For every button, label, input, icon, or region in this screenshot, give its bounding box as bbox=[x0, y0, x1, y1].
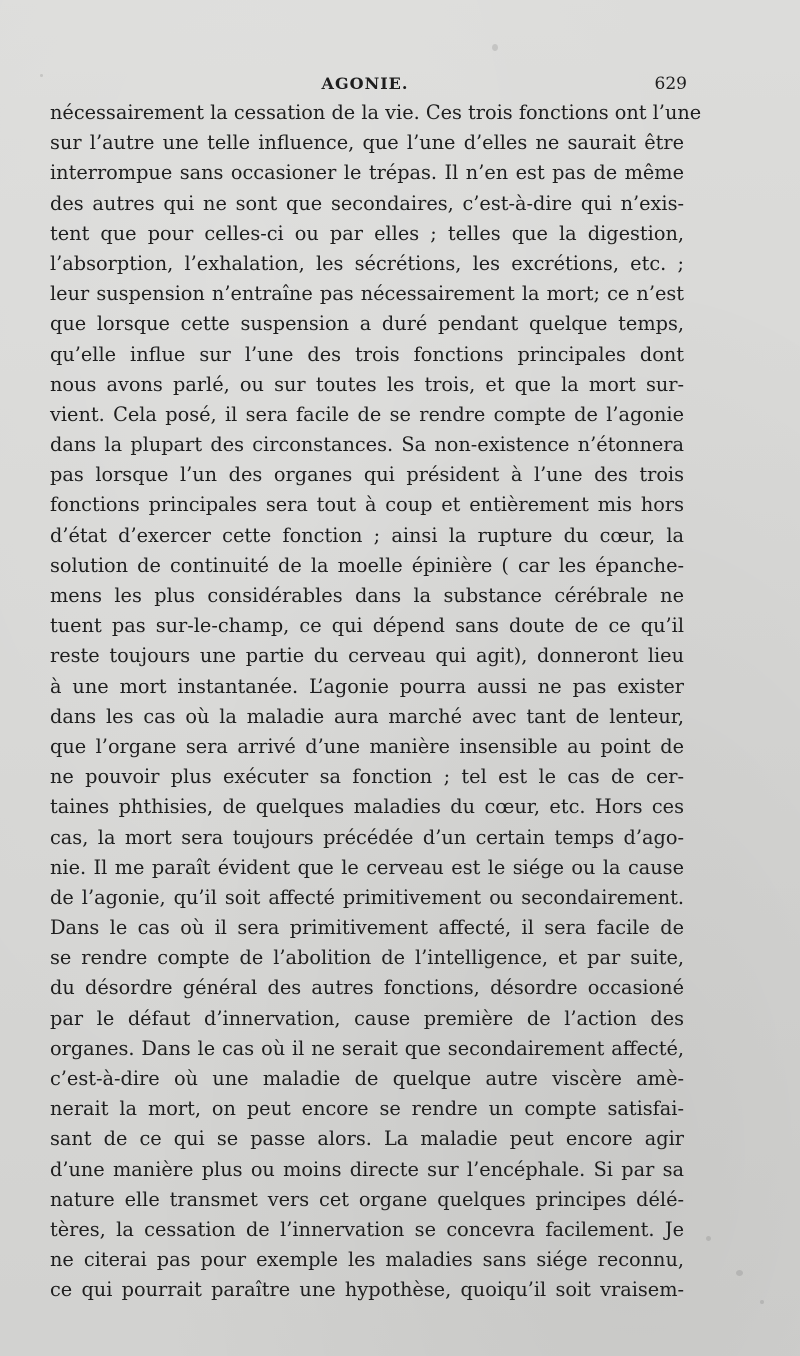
text-line: l’absorption, l’exhalation, les sécrétions, les excrétions, etc. ; bbox=[50, 251, 684, 275]
text-line: cas, la mort sera toujours précédée d’un certain temps d’ago- bbox=[50, 825, 684, 849]
text-line: mens les plus considérables dans la substance cérébrale ne bbox=[50, 584, 684, 607]
text-line: d’une manière plus ou moins directe sur l’encéphale. Si par sa bbox=[50, 1157, 684, 1181]
text-line: ne citerai pas pour exemple les maladies sans siége reconnu, bbox=[50, 1248, 684, 1272]
text-line: qu’elle influe sur l’une des trois fonctions principales dont bbox=[50, 342, 684, 366]
text-line: que l’organe sera arrivé d’une manière insensible au point de bbox=[50, 734, 684, 758]
running-title: AGONIE. bbox=[321, 74, 409, 93]
text-line: reste toujours une partie du cerveau qui agit), donneront lieu bbox=[50, 644, 684, 668]
body-text bbox=[50, 98, 702, 1306]
text-line: taines phthisies, de quelques maladies du cœur, etc. Hors ces bbox=[50, 795, 684, 819]
text-line: tères, la cessation de l’innervation se concevra facilement. Je bbox=[50, 1217, 684, 1241]
text-line: que lorsque cette suspension a duré pendant quelque temps, bbox=[50, 312, 684, 336]
text-line: fonctions principales sera tout à coup et entièrement mis hors bbox=[50, 493, 684, 517]
text-line: tent que pour celles-ci ou par elles ; telles que la digestion, bbox=[50, 221, 684, 245]
text-line: par le défaut d’innervation, cause première de l’action des bbox=[50, 1006, 684, 1030]
text-line: interrompue sans occasioner le trépas. Il n’en est pas de même bbox=[50, 161, 684, 185]
text-line: dans la plupart des circonstances. Sa non-existence n’étonnera bbox=[50, 433, 684, 457]
text-line: vient. Cela posé, il sera facile de se rendre compte de l’agonie bbox=[50, 402, 684, 426]
text-line: organes. Dans le cas où il ne serait que secondairement affecté, bbox=[50, 1036, 684, 1060]
paper-speck bbox=[760, 1300, 764, 1304]
text-line: ce qui pourrait paraître une hypothèse, quoiqu’il soit vraisem- bbox=[50, 1278, 684, 1302]
paper-speck bbox=[736, 1270, 743, 1276]
page-header bbox=[0, 64, 800, 94]
text-line: de l’agonie, qu’il soit affecté primitivement ou secondairement. bbox=[50, 885, 684, 909]
paper-speck bbox=[40, 74, 43, 77]
text-line: d’état d’exercer cette fonction ; ainsi la rupture du cœur, la bbox=[50, 523, 684, 547]
text-line: des autres qui ne sont que secondaires, c’est-à-dire qui n’exis- bbox=[50, 191, 684, 215]
text-line: tuent pas sur-le-champ, ce qui dépend sans doute de ce qu’il bbox=[50, 614, 684, 638]
text-line: nous avons parlé, ou sur toutes les trois, et que la mort sur- bbox=[50, 372, 684, 396]
text-line: c’est-à-dire où une maladie de quelque autre viscère amè- bbox=[50, 1067, 684, 1090]
text-line: dans les cas où la maladie aura marché avec tant de lenteur, bbox=[50, 704, 684, 728]
text-line: ne pouvoir plus exécuter sa fonction ; tel est le cas de cer- bbox=[50, 765, 684, 789]
text-line: se rendre compte de l’abolition de l’intelligence, et par suite, bbox=[50, 946, 684, 970]
text-line: nie. Il me paraît évident que le cerveau est le siége ou la cause bbox=[50, 855, 684, 879]
text-line: à une mort instantanée. L’agonie pourra aussi ne pas exister bbox=[50, 674, 684, 698]
text-line: sur l’autre une telle influence, que l’une d’elles ne saurait être bbox=[50, 131, 684, 155]
text-line: pas lorsque l’un des organes qui président à l’une des trois bbox=[50, 463, 684, 487]
text-line: Dans le cas où il sera primitivement affecté, il sera facile de bbox=[50, 916, 684, 940]
text-line: leur suspension n’entraîne pas nécessairement la mort; ce n’est bbox=[50, 282, 684, 306]
text-line: solution de continuité de la moelle épinière ( car les épanche- bbox=[50, 553, 684, 577]
text-line: nature elle transmet vers cet organe quelques principes délé- bbox=[50, 1187, 684, 1211]
text-line: sant de ce qui se passe alors. La maladie peut encore agir bbox=[50, 1127, 684, 1151]
paper-speck bbox=[706, 1236, 711, 1241]
page-number: 629 bbox=[654, 74, 687, 94]
text-line: nerait la mort, on peut encore se rendre un compte satisfai- bbox=[50, 1097, 684, 1121]
text-line: du désordre général des autres fonctions, désordre occasioné bbox=[50, 976, 684, 1000]
text-line: nécessairement la cessation de la vie. Ces trois fonctions ont l’une bbox=[50, 101, 702, 124]
paper-speck bbox=[492, 44, 498, 51]
